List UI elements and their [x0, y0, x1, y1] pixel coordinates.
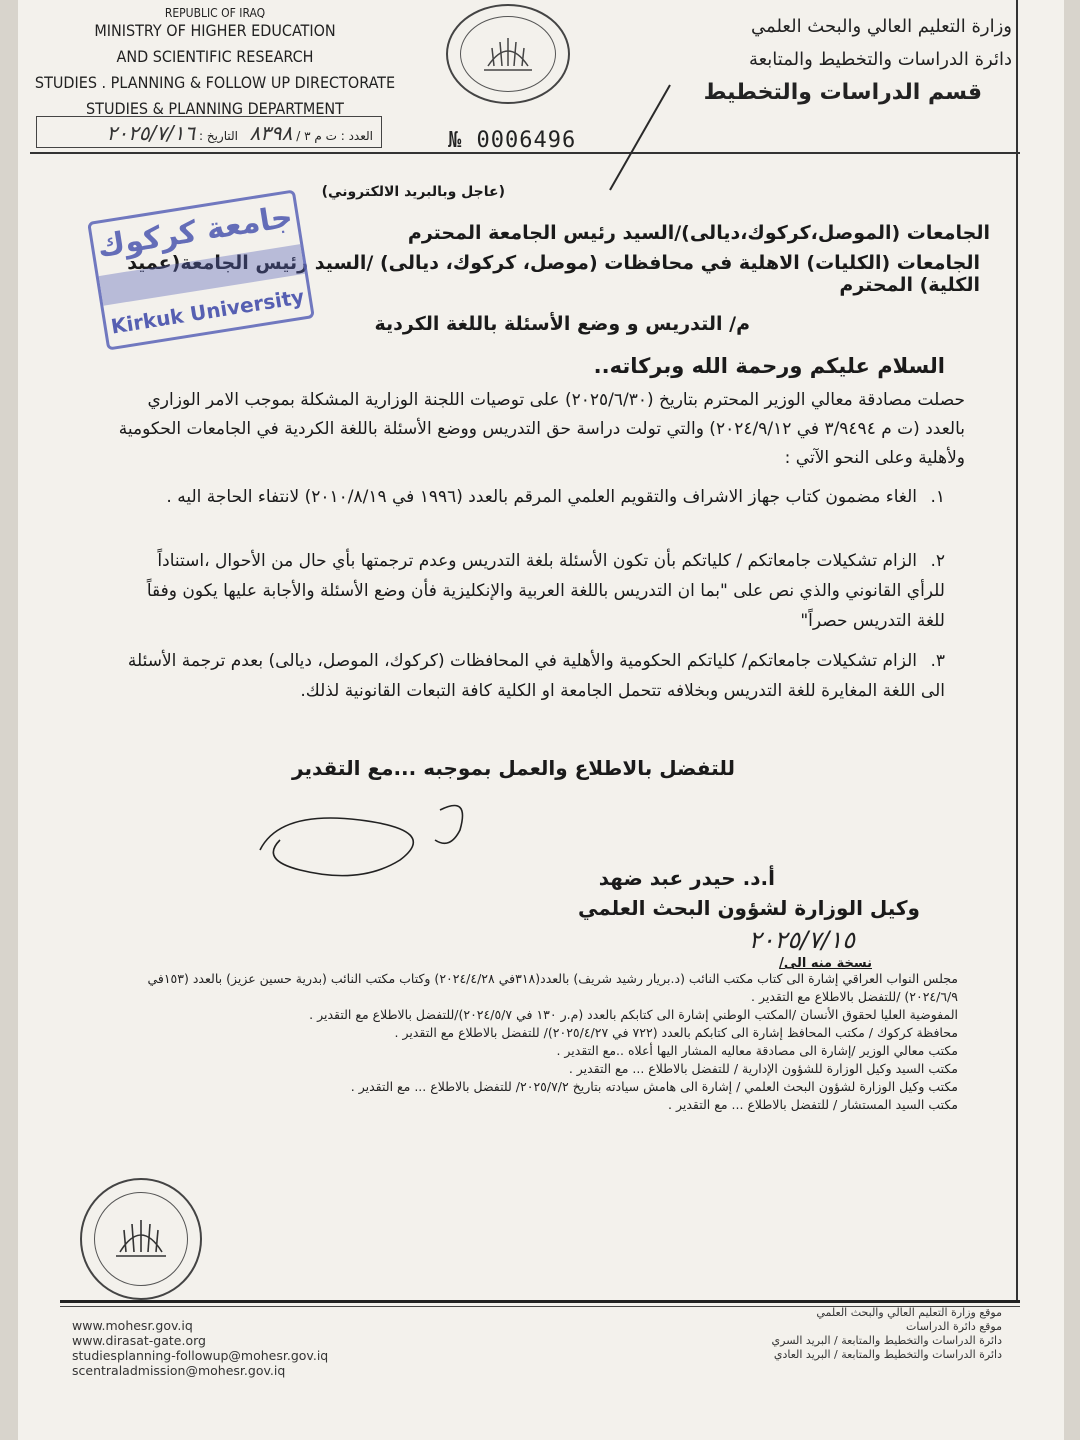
footer-link: www.mohesr.gov.iq — [72, 1318, 193, 1333]
ref-number: ٨٣٩٨ — [249, 121, 293, 145]
frame-right-rule — [1016, 0, 1018, 1300]
letterhead-line: قسم الدراسات والتخطيط — [703, 80, 982, 105]
item-text: الغاء مضمون كتاب جهاز الاشراف والتقويم العلمي المرقم بالعدد (١٩٩٦ في ٢٠١٠/٨/١٩) لانتفاء الحاجة اليه . — [166, 487, 917, 507]
cc-line: مكتب السيد وكيل الوزارة للشؤون الإدارية / للتفضل بالاطلاع ... مع التقدير . — [568, 1061, 958, 1076]
ministry-seal-bottom — [80, 1178, 202, 1300]
ministry-seal-top — [446, 4, 570, 104]
arabic-letterhead — [682, 10, 1012, 109]
date-label: التاريخ : — [198, 129, 238, 143]
cc-line: مكتب السيد المستشار / للتفضل بالاطلاع ... مع التقدير . — [668, 1097, 958, 1112]
addressee-line-1: الجامعات (الموصل،كركوك،ديالى)/السيد رئيس الجامعة المحترم — [407, 222, 990, 244]
letterhead-line: STUDIES & PLANNING DEPARTMENT — [86, 99, 344, 118]
footer-link: scentraladmission@mohesr.gov.iq — [72, 1363, 286, 1378]
signatory-title: وكيل الوزارة لشؤون البحث العلمي — [577, 896, 920, 920]
cc-list — [98, 970, 958, 1114]
footer-link: www.dirasat-gate.org — [72, 1333, 206, 1348]
letter-subject: م/ التدريس و وضع الأسئلة باللغة الكردية — [374, 313, 750, 335]
letterhead-line: REPUBLIC OF IRAQ — [164, 8, 266, 18]
footer-contacts-en — [72, 1318, 328, 1378]
footer-label: موقع وزارة التعليم العالي والبحث العلمي — [816, 1306, 1002, 1319]
stamp-english-text: Kirkuk University — [109, 284, 306, 339]
english-letterhead — [30, 8, 400, 122]
greeting: السلام عليكم ورحمة الله وبركاته.. — [593, 354, 945, 378]
stamp-arabic-text: جامعة كركوك — [94, 199, 295, 265]
closing-line: للتفضل بالاطلاع والعمل بموجبه ...مع التقدير — [292, 756, 735, 780]
list-item — [115, 646, 945, 706]
ref-label: العدد : ت م ٣ / — [296, 129, 373, 143]
list-item — [115, 546, 945, 636]
item-number: ٢. — [930, 551, 945, 571]
letterhead-line: MINISTRY OF HIGHER EDUCATION — [94, 21, 336, 40]
signature-date: ٢٠٢٥/٧/١٥ — [748, 926, 855, 954]
footer-contacts-ar — [772, 1306, 1002, 1362]
footer-link: studiesplanning-followup@mohesr.gov.iq — [72, 1348, 329, 1363]
cc-line: مكتب وكيل الوزارة لشؤون البحث العلمي / إشارة الى هامش سيادته بتاريخ ٢٠٢٥/٧/٢/ للتفضل بالاطلاع ... مع التقدير . — [350, 1079, 958, 1094]
cc-title: نسخة منه الى/ — [779, 956, 872, 971]
cc-line: مكتب معالي الوزير /إشارة الى مصادقة معاليه المشار اليها أعلاه ..مع التقدير . — [556, 1043, 958, 1058]
date-value: ٢٠٢٥/٧/١٦ — [106, 121, 196, 145]
cc-line: المفوضية العليا لحقوق الأنسان /المكتب الوطني إشارة الى كتابكم بالعدد (م.ر ١٣٠ في ٢٠٢٤/٥/٧)/للتفضل بالاطلاع مع التقدير . — [309, 1007, 958, 1022]
document-number: № 0006496 — [448, 128, 577, 153]
reference-box — [36, 116, 382, 148]
item-number: ١. — [930, 487, 945, 507]
intro-paragraph: حصلت مصادقة معالي الوزير المحترم بتاريخ (٢٠٢٥/٦/٣٠) على توصيات اللجنة الوزارية المشكلة بموجب الامر الوزاري بالعدد (ت م ٣/٩٤٩٤ في ٢٠٢٤/٩/١٢) والتي تولت دراسة حق التدريس ووضع الأسئلة باللغة الكردية في الجامعات الحكومية ولأهلية وعلى النحو الآتي : — [118, 390, 965, 468]
handwritten-signature — [240, 790, 500, 890]
cc-line: محافظة كركوك / مكتب المحافظ إشارة الى كتابكم بالعدد (٧٢٢ في ٢٠٢٥/٤/٢٧)/ للتفضل بالاطلاع مع التقدير . — [394, 1025, 958, 1040]
item-text: الزام تشكيلات جامعاتكم / كلياتكم بأن تكون الأسئلة بلغة التدريس وعدم ترجمتها بأي حال من الأحوال ،استناداً للرأي القانوني والذي نص على "بما ان التدريس باللغة العربية والإنكليزية فأن وضع الأسئلة والأجابة عليها يكون وفقاً للغة التدريس حصراً" — [146, 551, 945, 631]
letterhead-line: AND SCIENTIFIC RESEARCH — [116, 47, 314, 66]
letterhead-line: STUDIES . PLANNING & FOLLOW UP DIRECTORATE — [34, 73, 396, 92]
pen-stroke — [590, 80, 680, 200]
urgent-note: (عاجل وبالبريد الالكتروني) — [321, 184, 505, 200]
item-number: ٣. — [930, 651, 945, 671]
list-item — [115, 482, 945, 512]
footer-label: موقع دائرة الدراسات — [905, 1320, 1002, 1333]
addressee-line-2: الجامعات (الكليات) الاهلية في محافظات (موصل، كركوك، ديالى) /السيد رئيس الجامعة(عميد الكلية) المحترم — [127, 252, 980, 296]
letterhead-line: دائرة الدراسات والتخطيط والمتابعة — [748, 49, 1012, 70]
footer-divider — [60, 1300, 1020, 1303]
footer-label: دائرة الدراسات والتخطيط والمتابعة / البريد السري — [771, 1334, 1002, 1347]
letterhead-line: وزارة التعليم العالي والبحث العلمي — [751, 16, 1012, 37]
signatory-name: أ.د. حيدر عبد ضهد — [598, 866, 775, 890]
item-text: الزام تشكيلات جامعاتكم/ كلياتكم الحكومية والأهلية في المحافظات (كركوك، الموصل، ديالى) بعدم ترجمة الأسئلة الى اللغة المغايرة للغة التدريس وبخلافه تتحمل الجامعة او الكلية كافة التبعات القانونية لذلك. — [127, 651, 945, 701]
footer-label: دائرة الدراسات والتخطيط والمتابعة / البريد العادي — [773, 1348, 1002, 1361]
cc-line: مجلس النواب العراقي إشارة الى كتاب مكتب النائب (د.بريار رشيد شريف) بالعدد(٣١٨في ٢٠٢٤/٤/٢٨) وكتاب مكتب النائب (بدرية حسين عزيز) بالعدد (١٥٣في ٢٠٢٤/٦/٩) /للتفضل بالاطلاع مع التقدير . — [147, 971, 958, 1004]
